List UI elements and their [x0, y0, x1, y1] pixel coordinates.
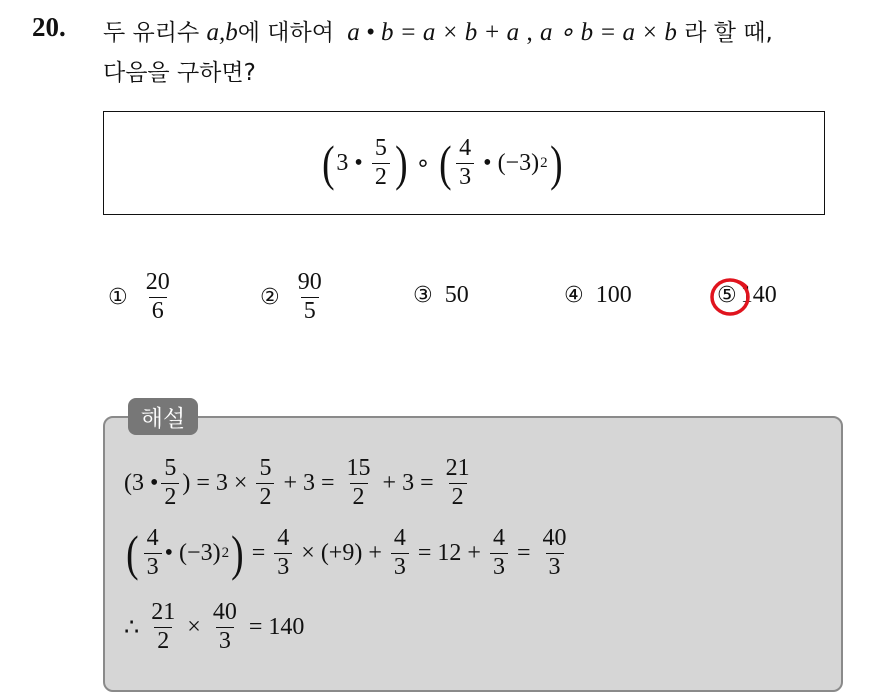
denominator: 2	[161, 483, 179, 510]
comma: ,	[526, 19, 533, 46]
numerator: 5	[164, 455, 177, 482]
fraction	[161, 456, 179, 509]
text: + 3 =	[382, 469, 434, 496]
denominator: 3	[274, 553, 292, 580]
text: =	[251, 539, 266, 566]
text: + 3 =	[283, 469, 335, 496]
choice-3[interactable]	[413, 282, 469, 309]
left-paren: (	[438, 135, 452, 191]
solution-line-1	[124, 452, 476, 514]
denominator: 3	[216, 627, 234, 654]
choice-number: ②	[260, 284, 280, 310]
therefore-symbol: ∴	[124, 614, 140, 641]
text: ×	[187, 613, 201, 640]
choice-number: ④	[564, 283, 584, 308]
solution-tag: 해설	[128, 398, 198, 435]
numerator: 4	[146, 525, 159, 552]
numerator: 21	[151, 599, 176, 626]
denominator: 2	[350, 483, 368, 510]
fraction	[344, 456, 374, 509]
definition-bullet: a • b = a × b + a	[347, 19, 520, 46]
numerator: 4	[459, 135, 472, 162]
fraction	[274, 526, 292, 579]
question-vars: a,b	[206, 19, 238, 46]
solution-line-2	[124, 520, 573, 586]
denominator: 2	[372, 163, 390, 190]
solution-line-3	[124, 596, 310, 658]
choice-4[interactable]	[564, 282, 632, 309]
question-number: 20.	[32, 12, 66, 42]
denominator: 6	[149, 297, 167, 324]
numerator: 4	[277, 525, 290, 552]
choice-fraction	[295, 270, 325, 323]
right-paren: )	[549, 135, 563, 191]
denominator: 3	[391, 553, 409, 580]
definition-circ: a ∘ b = a × b	[540, 19, 677, 46]
choice-2[interactable]	[260, 264, 328, 330]
choice-1[interactable]	[108, 264, 176, 330]
text: = 12 +	[417, 539, 481, 566]
bullet-operator: •	[354, 149, 363, 176]
expression	[0, 118, 884, 208]
denominator: 3	[456, 163, 474, 190]
text: (3 •	[124, 469, 159, 496]
fraction	[148, 600, 178, 653]
bullet-operator: •	[483, 149, 492, 176]
question-intro-suffix: 에 대하여	[237, 20, 334, 46]
numerator: 90	[297, 269, 322, 296]
denominator: 2	[256, 483, 274, 510]
choice-fraction	[143, 270, 173, 323]
choice-number: ⑤	[717, 283, 737, 308]
expr-term: (−3)	[497, 149, 540, 176]
choice-value: 50	[444, 282, 469, 308]
question-intro: 두 유리수	[103, 20, 200, 46]
text: =	[516, 539, 531, 566]
denominator: 3	[546, 553, 564, 580]
choice-number: ①	[108, 284, 128, 310]
choice-value: 140	[740, 282, 777, 308]
answer-mark-circle	[707, 275, 753, 321]
left-paren: (	[321, 135, 335, 191]
numerator: 20	[145, 269, 170, 296]
fraction	[443, 456, 473, 509]
expr-a1: 3	[336, 149, 349, 176]
denominator: 5	[301, 297, 319, 324]
fraction	[144, 526, 162, 579]
choice-number: ③	[413, 283, 433, 308]
numerator: 5	[259, 455, 272, 482]
fraction	[490, 526, 508, 579]
numerator: 21	[445, 455, 470, 482]
question-line-1	[103, 14, 773, 47]
right-paren: )	[394, 135, 408, 191]
numerator: 40	[212, 599, 237, 626]
fraction	[540, 526, 570, 579]
exponent: 2	[221, 544, 230, 561]
numerator: 15	[346, 455, 371, 482]
denominator: 2	[154, 627, 172, 654]
denominator: 3	[144, 553, 162, 580]
circ-operator: ∘	[415, 150, 431, 177]
choice-value: 100	[595, 282, 632, 308]
text: • (−3)	[164, 539, 221, 566]
numerator: 40	[542, 525, 567, 552]
fraction-5-2	[372, 136, 390, 189]
text: ) = 3 ×	[182, 469, 248, 496]
numerator: 5	[374, 135, 387, 162]
fraction-4-3	[456, 136, 474, 189]
result: = 140	[248, 613, 305, 640]
fraction	[210, 600, 240, 653]
denominator: 2	[449, 483, 467, 510]
left-paren: (	[126, 525, 139, 581]
exponent: 2	[540, 154, 548, 171]
numerator: 4	[393, 525, 406, 552]
fraction	[391, 526, 409, 579]
question-line-2: 다음을 구하면?	[103, 60, 256, 86]
fraction	[256, 456, 274, 509]
question-line-end: 라 할 때,	[684, 20, 773, 46]
numerator: 4	[492, 525, 505, 552]
right-paren: )	[231, 525, 244, 581]
denominator: 3	[490, 553, 508, 580]
text: × (+9) +	[301, 539, 382, 566]
